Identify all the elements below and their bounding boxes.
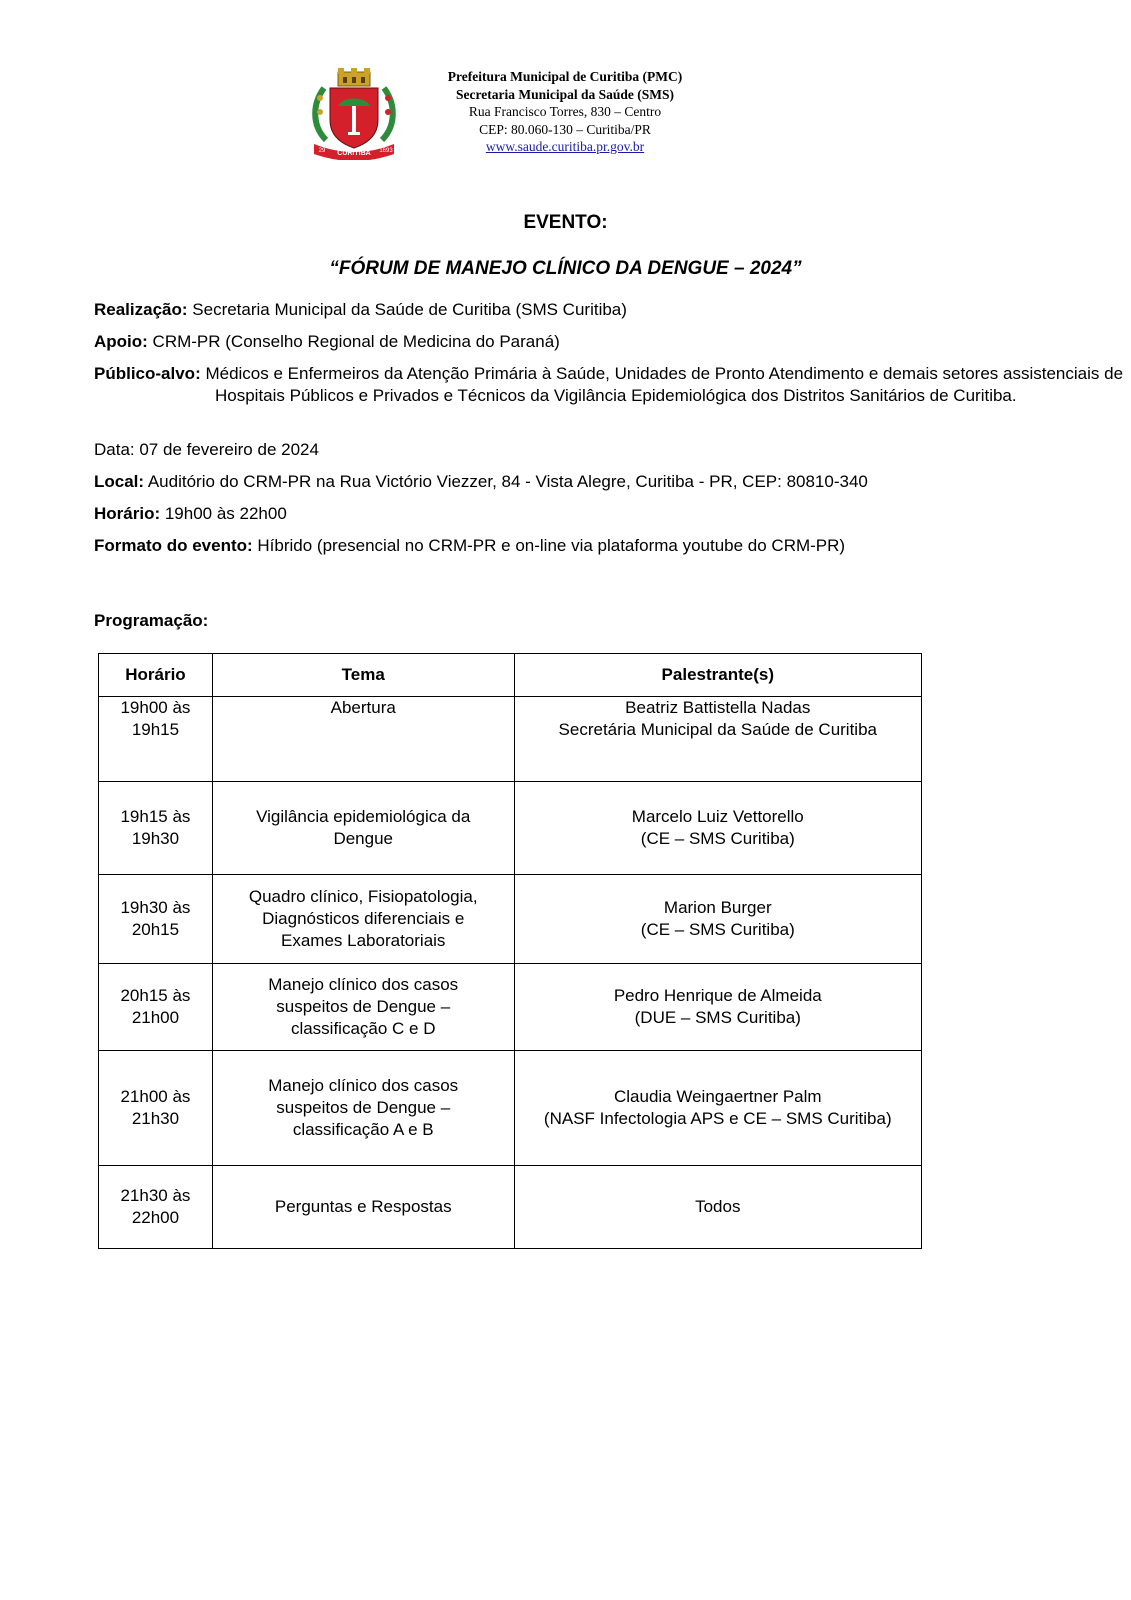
info-data: Data: 07 de fevereiro de 2024 bbox=[94, 440, 319, 459]
local-label: Local: bbox=[94, 472, 145, 491]
table-row bbox=[99, 697, 922, 782]
schedule-table bbox=[98, 653, 922, 1249]
letterhead-line-sms: Secretaria Municipal da Saúde (SMS) bbox=[455, 86, 674, 102]
speaker-cell: Marion Burger (CE – SMS Curitiba) bbox=[514, 875, 921, 964]
schedule-header-row bbox=[99, 654, 922, 697]
header-palestrantes: Palestrante(s) bbox=[514, 654, 921, 697]
info-local bbox=[94, 471, 1064, 493]
table-row bbox=[99, 964, 922, 1051]
topic-cell: Perguntas e Respostas bbox=[212, 1166, 514, 1249]
event-title: “FÓRUM DE MANEJO CLÍNICO DA DENGUE – 2024” bbox=[329, 258, 802, 279]
table-row bbox=[99, 782, 922, 875]
info-apoio bbox=[94, 331, 1064, 353]
header-horario: Horário bbox=[99, 654, 213, 697]
local-value: Auditório do CRM-PR na Rua Victório Viezzer, 84 - Vista Alegre, Curitiba - PR, CEP: 80810-340 bbox=[144, 472, 868, 491]
realizacao-value: Secretaria Municipal da Saúde de Curitiba (SMS Curitiba) bbox=[187, 300, 627, 319]
letterhead-line-pmc: Prefeitura Municipal de Curitiba (PMC) bbox=[447, 69, 683, 84]
info-horario bbox=[94, 503, 1064, 525]
letterhead-line-cep: CEP: 80.060-130 – Curitiba/PR bbox=[479, 121, 651, 137]
speaker-cell: Beatriz Battistella Nadas Secretária Municipal da Saúde de Curitiba bbox=[514, 697, 921, 782]
event-label: EVENTO: bbox=[523, 212, 608, 233]
time-cell: 21h00 às 21h30 bbox=[99, 1051, 213, 1166]
time-cell: 20h15 às 21h00 bbox=[99, 964, 213, 1051]
speaker-cell: Pedro Henrique de Almeida (DUE – SMS Curitiba) bbox=[514, 964, 921, 1051]
table-row bbox=[99, 1051, 922, 1166]
info-publico-alvo bbox=[94, 363, 1131, 407]
letterhead bbox=[310, 68, 710, 163]
header-tema: Tema bbox=[212, 654, 514, 697]
topic-cell: Abertura bbox=[212, 697, 514, 782]
letterhead-line-address: Rua Francisco Torres, 830 – Centro bbox=[468, 104, 662, 119]
topic-cell: Manejo clínico dos casos suspeitos de Dengue – classificação C e D bbox=[212, 964, 514, 1051]
table-row bbox=[99, 875, 922, 964]
publico-label: Público-alvo: bbox=[94, 364, 201, 383]
formato-value: Híbrido (presencial no CRM-PR e on-line via plataforma youtube do CRM-PR) bbox=[252, 536, 846, 555]
letterhead-text bbox=[420, 68, 710, 156]
time-cell: 19h00 às 19h15 bbox=[99, 697, 213, 782]
publico-value: Médicos e Enfermeiros da Atenção Primária à Saúde, Unidades de Pronto Atendimento e demais setores assistenciais de Hospitais Públicos e Privados e Técnicos da Vigilância Epidemiológica dos Distritos Sanitários de Curitiba. bbox=[200, 364, 1124, 405]
apoio-value: CRM-PR (Conselho Regional de Medicina do Paraná) bbox=[147, 332, 560, 351]
topic-cell: Manejo clínico dos casos suspeitos de Dengue – classificação A e B bbox=[212, 1051, 514, 1166]
curitiba-coat-of-arms-icon bbox=[310, 68, 398, 160]
crest-year-left: 29 bbox=[318, 148, 326, 154]
speaker-cell: Marcelo Luiz Vettorello (CE – SMS Curitiba) bbox=[514, 782, 921, 875]
info-formato bbox=[94, 535, 1064, 557]
horario-value: 19h00 às 22h00 bbox=[160, 504, 287, 523]
crest-year-right: 1693 bbox=[379, 148, 393, 154]
apoio-label: Apoio: bbox=[94, 332, 148, 351]
time-cell: 19h30 às 20h15 bbox=[99, 875, 213, 964]
speaker-cell: Todos bbox=[514, 1166, 921, 1249]
horario-label: Horário: bbox=[94, 504, 161, 523]
website-link[interactable]: www.saude.curitiba.pr.gov.br bbox=[485, 139, 645, 154]
table-row bbox=[99, 1166, 922, 1249]
time-cell: 19h15 às 19h30 bbox=[99, 782, 213, 875]
realizacao-label: Realização: bbox=[94, 300, 188, 319]
topic-cell: Vigilância epidemiológica da Dengue bbox=[212, 782, 514, 875]
info-realizacao bbox=[94, 299, 1064, 321]
topic-cell: Quadro clínico, Fisiopatologia, Diagnósticos diferenciais e Exames Laboratoriais bbox=[212, 875, 514, 964]
programacao-label: Programação: bbox=[94, 611, 209, 630]
time-cell: 21h30 às 22h00 bbox=[99, 1166, 213, 1249]
formato-label: Formato do evento: bbox=[94, 536, 253, 555]
crest-banner-text: CURITIBA bbox=[337, 150, 371, 157]
speaker-cell: Claudia Weingaertner Palm (NASF Infectologia APS e CE – SMS Curitiba) bbox=[514, 1051, 921, 1166]
